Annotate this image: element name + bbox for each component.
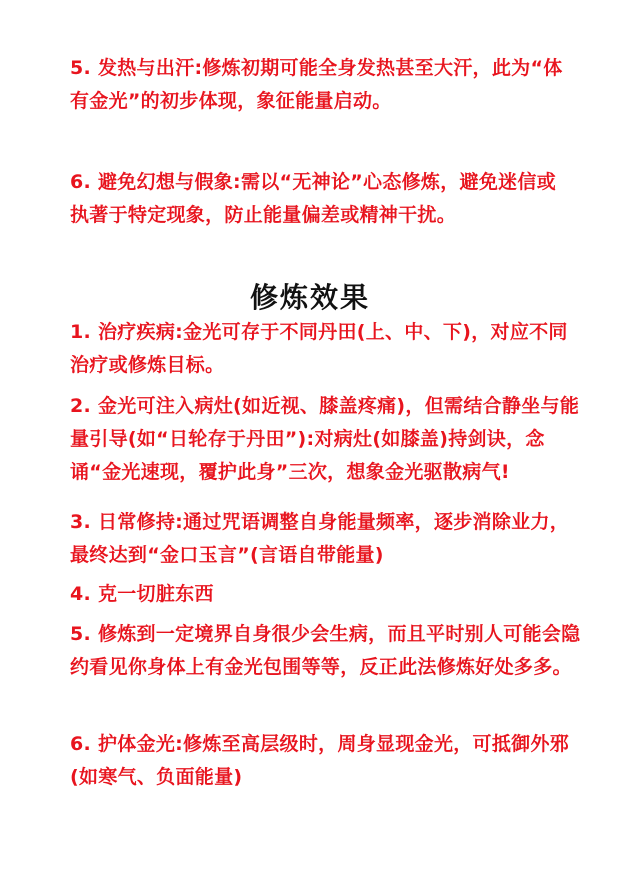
effect-item-2 [70, 390, 590, 489]
text-line: 2. 金光可注入病灶(如近视、膝盖疼痛)，但需结合静坐与能 [70, 395, 580, 417]
top-item-6 [70, 166, 590, 232]
effect-item-4 [70, 578, 590, 611]
text-line: 有金光”的初步体现，象征能量启动。 [70, 90, 392, 112]
text-line: 6. 避免幻想与假象:需以“无神论”心态修炼，避免迷信或 [70, 171, 557, 193]
text-line: 4. 克一切脏东西 [70, 583, 214, 605]
section-title: 修炼效果 [249, 281, 370, 314]
text-line: 约看见你身体上有金光包围等等，反正此法修炼好处多多。 [70, 656, 572, 678]
text-line: 5. 发热与出汗:修炼初期可能全身发热甚至大汗，此为“体 [70, 57, 563, 79]
effect-item-3 [70, 506, 590, 572]
text-line: 量引导(如“日轮存于丹田”):对病灶(如膝盖)持剑诀，念 [70, 428, 545, 450]
effect-item-6 [70, 728, 590, 794]
text-line: 治疗或修炼目标。 [70, 354, 225, 376]
text-line: 执著于特定现象，防止能量偏差或精神干扰。 [70, 204, 457, 226]
text-line: 5. 修炼到一定境界自身很少会生病，而且平时别人可能会隐 [70, 623, 581, 645]
effect-item-5 [70, 618, 590, 684]
text-line: 6. 护体金光:修炼至高层级时，周身显现金光，可抵御外邪 [70, 733, 570, 755]
text-line: 诵“金光速现，覆护此身”三次，想象金光驱散病气! [70, 461, 510, 483]
text-line: (如寒气、负面能量) [70, 766, 243, 788]
text-line: 3. 日常修持:通过咒语调整自身能量频率，逐步消除业力， [70, 511, 570, 533]
top-item-5 [70, 52, 590, 118]
text-line: 1. 治疗疾病:金光可存于不同丹田(上、中、下)，对应不同 [70, 321, 568, 343]
effect-item-1 [70, 316, 590, 382]
text-line: 最终达到“金口玉言”(言语自带能量) [70, 544, 384, 566]
